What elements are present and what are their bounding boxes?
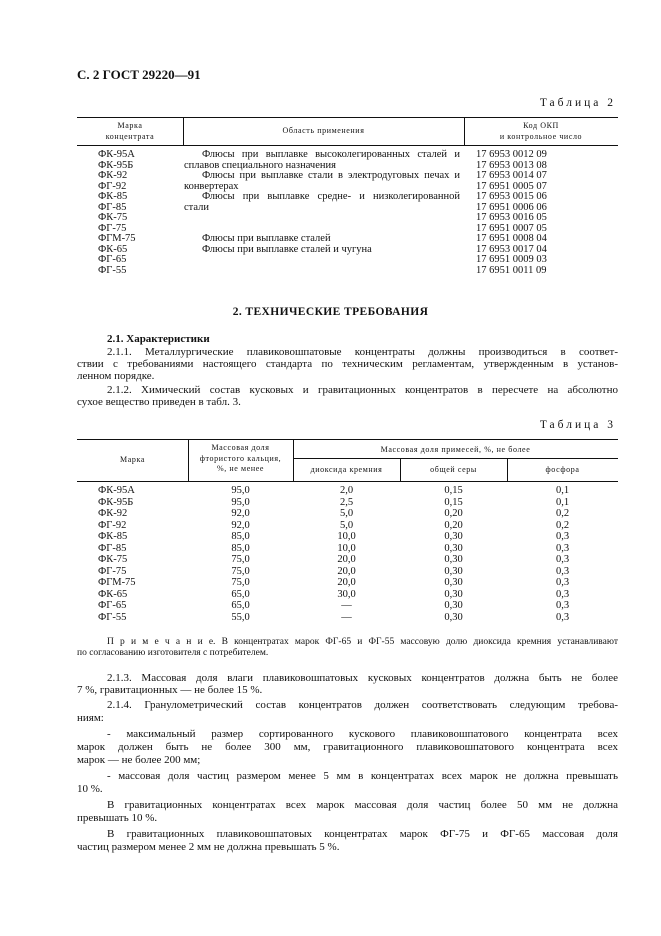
header-line: концентрата bbox=[105, 131, 155, 141]
page-header: С. 2 ГОСТ 29220—91 bbox=[77, 67, 201, 82]
table3-sio2-cell: — bbox=[341, 600, 352, 611]
table2-code-cell: 17 6953 0012 09 bbox=[476, 149, 547, 160]
text-line: марок — не более 200 мм; bbox=[77, 754, 201, 766]
table3-phosphorus-cell: 0,1 bbox=[555, 485, 570, 496]
table2-brand-cell: ФК-85 bbox=[98, 191, 128, 202]
text-line: 2.1.1. Металлургические плавиковошпатовые концентраты должны производиться в соответ- bbox=[107, 346, 618, 358]
table3-phosphorus-cell: 0,2 bbox=[555, 508, 570, 519]
sub-heading: 2.1. Характеристики bbox=[107, 333, 210, 345]
table3-phosphorus-cell: 0,3 bbox=[555, 554, 570, 565]
text-line: - максимальный размер сортированного кускового плавиковошпатового концентрата всех bbox=[107, 728, 618, 740]
table3-brand-cell: ФГ-65 bbox=[98, 600, 127, 611]
table3-sio2-cell: 10,0 bbox=[337, 531, 356, 542]
table3-caf2-column bbox=[188, 486, 293, 624]
table2-brand-cell: ФГ-75 bbox=[98, 222, 127, 234]
table3-brand-cell: ФК-85 bbox=[98, 531, 128, 542]
table3-caf2-cell: 75,0 bbox=[231, 554, 250, 565]
table3-sio2-cell: — bbox=[341, 611, 352, 623]
table2-brand-cell: ФГ-65 bbox=[98, 254, 127, 265]
table3-phosphorus-cell: 0,3 bbox=[555, 531, 570, 542]
table3-sio2-cell: 5,0 bbox=[339, 508, 354, 519]
table3-brand-cell: ФГ-92 bbox=[98, 519, 127, 531]
table3-header-phosphorus: фосфора bbox=[545, 465, 580, 474]
table3-sulfur-cell: 0,30 bbox=[444, 531, 463, 542]
table3-sio2-cell: 20,0 bbox=[337, 554, 356, 565]
table2-header-code bbox=[464, 121, 618, 142]
table3-caf2-cell: 65,0 bbox=[231, 600, 250, 611]
header-line: Марка bbox=[117, 121, 143, 130]
table2-code-cell: 17 6951 0007 05 bbox=[476, 222, 547, 234]
table3-sulfur-cell: 0,20 bbox=[444, 508, 463, 519]
table3-brand-cell: ФК-65 bbox=[98, 588, 128, 600]
text-line: П р и м е ч а н и е. В концентратах марок ФГ-65 и ФГ-55 массовую долю диоксида кремния устанавливают bbox=[107, 637, 618, 647]
table2-area-line: сплавов специального назначения bbox=[184, 159, 336, 171]
table3-phosphorus-cell: 0,2 bbox=[555, 519, 570, 531]
table3-brand-cell: ФК-75 bbox=[98, 554, 128, 565]
table3-top-rule bbox=[77, 439, 618, 440]
text-line: 2.1.3. Массовая доля влаги плавиковошпатовых кусковых концентратов должна быть не более bbox=[107, 672, 618, 684]
table2-brand-cell: ФК-75 bbox=[98, 212, 128, 223]
table3-sulfur-cell: 0,30 bbox=[444, 542, 463, 554]
table3-caf2-cell: 75,0 bbox=[231, 577, 250, 588]
text-line: 2.1.2. Химический состав кусковых и гравитационных концентратов в пересчете на абсолютно bbox=[107, 384, 618, 396]
table2-area-line: Флюсы при выплавке высоколегированных сталей и bbox=[202, 149, 460, 160]
table2-brand-cell: ФК-92 bbox=[98, 170, 128, 181]
table2-code-cell: 17 6951 0005 07 bbox=[476, 180, 547, 192]
table3-brand-cell: ФК-92 bbox=[98, 508, 128, 519]
text-line: ниям: bbox=[77, 712, 104, 724]
header-line: фтористого кальция, bbox=[199, 453, 282, 463]
paragraph-2-1-3 bbox=[77, 672, 618, 696]
table3-header-sulfur: общей серы bbox=[430, 465, 477, 474]
text-line: по согласованию изготовителя с потребителем. bbox=[77, 648, 269, 658]
table3-note bbox=[77, 637, 618, 659]
table3-sulfur-cell: 0,30 bbox=[444, 611, 463, 623]
table2-caption: Таблица 2 bbox=[539, 97, 616, 109]
table3-header-brand: Марка bbox=[120, 455, 145, 464]
table3-brand-column bbox=[98, 486, 136, 624]
table3-phosphorus-cell: 0,3 bbox=[555, 542, 570, 554]
table2-area-line: конвертерах bbox=[184, 180, 239, 192]
table3-sulfur-cell: 0,15 bbox=[444, 496, 463, 508]
table2-area-column bbox=[184, 150, 460, 276]
table3-brand-cell: ФГ-85 bbox=[98, 542, 127, 554]
paragraph-2-1-1 bbox=[77, 346, 618, 382]
table3-phosphorus-cell: 0,1 bbox=[555, 496, 570, 508]
table3-sulfur-cell: 0,20 bbox=[444, 519, 463, 531]
table3-sio2-cell: 20,0 bbox=[337, 565, 356, 577]
table3-sulfur-cell: 0,30 bbox=[444, 588, 463, 600]
text-line: ленном порядке. bbox=[77, 370, 155, 382]
table3-sio2-column bbox=[293, 486, 400, 624]
table2-header-rule bbox=[77, 145, 618, 146]
table2-code-cell: 17 6953 0014 07 bbox=[476, 170, 547, 181]
text-line: превышать 10 %. bbox=[77, 812, 158, 824]
table2-brand-cell: ФК-95А bbox=[98, 149, 135, 160]
text-line: В гравитационных концентратах всех марок массовая доля частиц более 50 мм не должна bbox=[107, 799, 618, 811]
table3-caf2-cell: 95,0 bbox=[231, 496, 250, 508]
table3-brand-cell: ФК-95А bbox=[98, 485, 135, 496]
table3-caf2-cell: 75,0 bbox=[231, 565, 250, 577]
table2-brand-column bbox=[98, 150, 136, 276]
section-title: 2. ТЕХНИЧЕСКИЕ ТРЕБОВАНИЯ bbox=[232, 306, 429, 318]
table3-phosphorus-cell: 0,3 bbox=[555, 565, 570, 577]
text-line: марок должен быть не более 300 мм, гравитационного плавиковошпатового концентрата всех bbox=[77, 741, 618, 753]
table3-header-sio2: диоксида кремния bbox=[310, 465, 383, 474]
table3-sio2-cell: 20,0 bbox=[337, 577, 356, 588]
table3-phosphorus-cell: 0,3 bbox=[555, 611, 570, 623]
table2-code-cell: 17 6953 0015 06 bbox=[476, 191, 547, 202]
table2-brand-cell: ФК-95Б bbox=[98, 159, 134, 171]
table3-brand-cell: ФГ-75 bbox=[98, 565, 127, 577]
text-line: 2.1.4. Гранулометрический состав концентратов должен соответствовать следующим требова- bbox=[107, 699, 618, 711]
table3-caption: Таблица 3 bbox=[539, 419, 616, 431]
text-line: 10 %. bbox=[77, 783, 103, 795]
table2-code-column bbox=[476, 150, 547, 276]
table2-code-cell: 17 6951 0011 09 bbox=[476, 264, 547, 276]
table3-header-rule bbox=[77, 481, 618, 482]
header-line: и контрольное число bbox=[499, 131, 583, 141]
table3-caf2-cell: 65,0 bbox=[231, 588, 250, 600]
table3-caf2-cell: 92,0 bbox=[231, 508, 250, 519]
table3-sio2-cell: 30,0 bbox=[337, 588, 356, 600]
table3-sio2-cell: 2,0 bbox=[339, 485, 354, 496]
table3-phosphorus-cell: 0,3 bbox=[555, 577, 570, 588]
table2-brand-cell: ФК-65 bbox=[98, 243, 128, 255]
table3-sio2-cell: 2,5 bbox=[339, 496, 354, 508]
table3-caf2-cell: 55,0 bbox=[231, 611, 250, 623]
table3-header-caf2 bbox=[188, 443, 293, 475]
table3-caf2-cell: 95,0 bbox=[231, 485, 250, 496]
text-line: ствии с требованиями настоящего стандарта по техническим регламентам, утвержденным в установ- bbox=[77, 358, 618, 370]
table2-brand-cell: ФГ-85 bbox=[98, 201, 127, 213]
table3-caf2-cell: 92,0 bbox=[231, 519, 250, 531]
header-line: Код ОКП bbox=[523, 121, 559, 130]
table2-header-area: Область применения bbox=[282, 126, 365, 135]
table2-area-line: Флюсы при выплавке стали в электродуговых печах и bbox=[202, 170, 460, 181]
table3-sulfur-cell: 0,15 bbox=[444, 485, 463, 496]
table3-sulfur-cell: 0,30 bbox=[444, 565, 463, 577]
text-line: - массовая доля частиц размером менее 5 мм в концентратах всех марок не должна превышать bbox=[107, 770, 618, 782]
text-line: сухое вещество приведен в табл. 3. bbox=[77, 396, 241, 408]
table3-phosphorus-cell: 0,3 bbox=[555, 588, 570, 600]
text-line: В гравитационных плавиковошпатовых концентратах марок ФГ-75 и ФГ-65 массовая доля bbox=[107, 828, 618, 840]
table2-brand-cell: ФГМ-75 bbox=[98, 233, 136, 244]
table2-code-cell: 17 6951 0008 04 bbox=[476, 233, 547, 244]
table2-code-cell: 17 6951 0009 03 bbox=[476, 254, 547, 265]
table3-phosphorus-column bbox=[507, 486, 618, 624]
table2-code-cell: 17 6953 0016 05 bbox=[476, 212, 547, 223]
table3-header-impurities: Массовая доля примесей, %, не более bbox=[380, 445, 531, 454]
table3-sio2-cell: 5,0 bbox=[339, 519, 354, 531]
table2-brand-cell: ФГ-92 bbox=[98, 180, 127, 192]
table3-caf2-cell: 85,0 bbox=[231, 531, 250, 542]
table3-mid-rule bbox=[293, 458, 618, 459]
paragraph-2-1-2 bbox=[77, 384, 618, 408]
table2-code-cell: 17 6953 0017 04 bbox=[476, 243, 547, 255]
table3-brand-cell: ФК-95Б bbox=[98, 496, 134, 508]
header-line: Массовая доля bbox=[211, 443, 270, 452]
table3-sulfur-cell: 0,30 bbox=[444, 577, 463, 588]
table2-area-line: Флюсы при выплавке сталей и чугуна bbox=[202, 243, 372, 255]
header-line: %, не менее bbox=[216, 464, 265, 473]
table3-sio2-cell: 10,0 bbox=[337, 542, 356, 554]
table3-sulfur-column bbox=[400, 486, 507, 624]
table3-brand-cell: ФГМ-75 bbox=[98, 577, 136, 588]
table3-phosphorus-cell: 0,3 bbox=[555, 600, 570, 611]
text-line: 7 %, гравитационных — не более 15 %. bbox=[77, 684, 263, 696]
table2-header-brand bbox=[77, 121, 183, 142]
table3-brand-cell: ФГ-55 bbox=[98, 611, 127, 623]
table2-area-line bbox=[184, 266, 460, 277]
table3-caf2-cell: 85,0 bbox=[231, 542, 250, 554]
table2-area-line bbox=[184, 213, 460, 224]
table3-sulfur-cell: 0,30 bbox=[444, 554, 463, 565]
table2-code-cell: 17 6951 0006 06 bbox=[476, 201, 547, 213]
table2-brand-cell: ФГ-55 bbox=[98, 264, 127, 276]
table2-area-line bbox=[184, 255, 460, 266]
table2-code-cell: 17 6953 0013 08 bbox=[476, 159, 547, 171]
table3-sulfur-cell: 0,30 bbox=[444, 600, 463, 611]
table2-area-line: Флюсы при выплавке сталей bbox=[202, 233, 331, 244]
table2-area-line: стали bbox=[184, 201, 209, 213]
table2-area-line: Флюсы при выплавке средне- и низколегированной bbox=[202, 191, 460, 202]
paragraph-2-1-4 bbox=[77, 699, 618, 854]
table2-top-rule bbox=[77, 117, 618, 118]
text-line: частиц размером менее 2 мм не должна превышать 5 %. bbox=[77, 841, 340, 853]
